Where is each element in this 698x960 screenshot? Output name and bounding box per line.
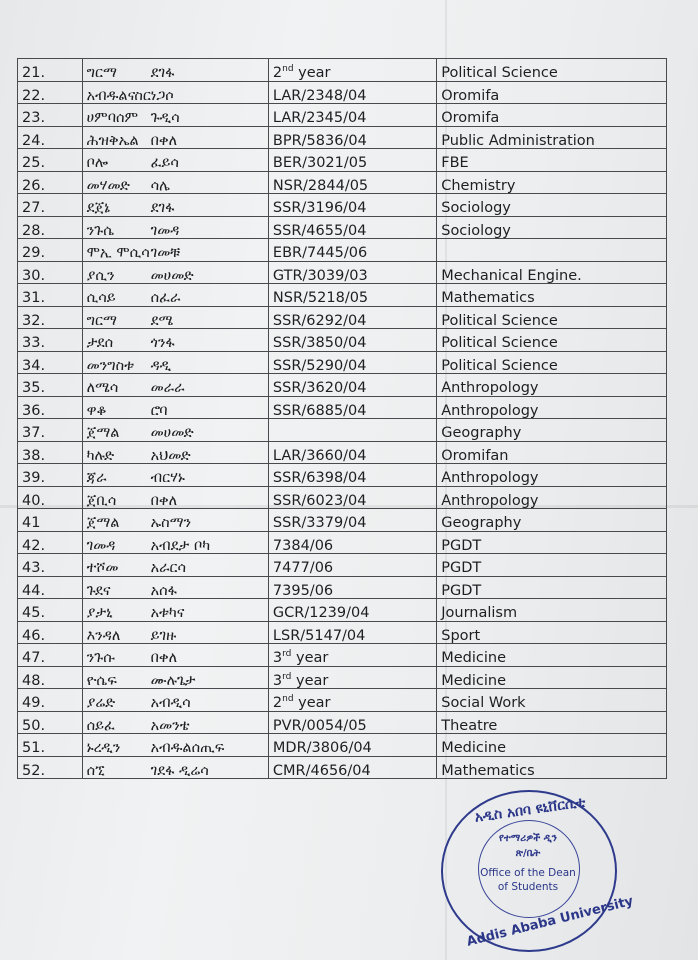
row-number: 21. (18, 59, 83, 82)
first-name: እንዳለ (86, 627, 121, 644)
first-name: ተሾመ (86, 560, 119, 576)
student-id: BER/3021/05 (268, 149, 436, 172)
father-name: ደሜ (150, 312, 174, 329)
department: Sport (437, 621, 667, 644)
table-row (18, 306, 667, 329)
table-row (18, 59, 667, 82)
student-name (82, 621, 268, 644)
first-name: ሰኚ (86, 762, 105, 779)
student-name (82, 441, 268, 464)
department: Mathematics (437, 284, 667, 307)
row-number: 41 (18, 509, 83, 532)
student-name (82, 104, 268, 127)
first-name: መሃመድ (86, 177, 130, 194)
student-name (82, 599, 268, 622)
student-id: SSR/3620/04 (268, 374, 436, 397)
department: Mechanical Engine. (437, 261, 667, 284)
row-number: 51. (18, 734, 83, 757)
student-id: SSR/4655/04 (268, 216, 436, 239)
row-number: 37. (18, 419, 83, 442)
student-name (82, 711, 268, 734)
table-row (18, 351, 667, 374)
department: Anthropology (437, 464, 667, 487)
student-id: SSR/3850/04 (268, 329, 436, 352)
row-number: 32. (18, 306, 83, 329)
first-name: ጀማል (86, 515, 120, 531)
department: Chemistry (437, 171, 667, 194)
first-name: ንጉሱ (86, 650, 115, 666)
row-number: 52. (18, 756, 83, 779)
stamp-amharic-office-2: ጽ/ቤት (515, 848, 541, 859)
table-row (18, 576, 667, 599)
student-id: 7384/06 (268, 531, 436, 554)
student-name (82, 194, 268, 217)
father-name: ፈይሳ (150, 155, 179, 171)
father-name: አመንቴ (150, 717, 190, 734)
student-id: SSR/3379/04 (268, 509, 436, 532)
department: Geography (437, 419, 667, 442)
first-name: አብዱልናስር (86, 87, 151, 104)
row-number: 36. (18, 396, 83, 419)
father-name: ጎንፋ (150, 335, 175, 351)
father-name: አብዲሳ (150, 695, 191, 711)
row-number: 31. (18, 284, 83, 307)
father-name: ደገፋ (150, 200, 175, 216)
father-name: ገመዳ (150, 222, 180, 239)
row-number: 39. (18, 464, 83, 487)
student-id: SSR/6885/04 (268, 396, 436, 419)
table-row (18, 666, 667, 689)
table-row (18, 81, 667, 104)
student-name (82, 126, 268, 149)
row-number: 38. (18, 441, 83, 464)
table-row (18, 711, 667, 734)
stamp-office-line-2: of Students (497, 881, 559, 893)
student-name (82, 306, 268, 329)
student-id: LAR/2345/04 (268, 104, 436, 127)
first-name: ዋቆ (86, 402, 107, 419)
first-name: ሕዝቅኤል (86, 132, 139, 149)
department: Political Science (437, 351, 667, 374)
table-row (18, 126, 667, 149)
first-name: ግርማ (86, 65, 117, 81)
father-name: መራራ (150, 380, 185, 396)
student-name (82, 171, 268, 194)
first-name: ያሲን (86, 267, 115, 284)
table-row (18, 171, 667, 194)
student-id: 7395/06 (268, 576, 436, 599)
department: Oromifa (437, 81, 667, 104)
first-name: ዮሴፍ (86, 672, 117, 689)
stamp-office-line-1: Office of the Dean (480, 867, 576, 879)
table-row (18, 599, 667, 622)
first-name: ሀምባሰም (86, 110, 139, 126)
table-row (18, 644, 667, 667)
first-name: ሰይፈ (86, 717, 115, 734)
row-number: 40. (18, 486, 83, 509)
department: Anthropology (437, 396, 667, 419)
student-name (82, 239, 268, 262)
father-name: በቀለ (150, 492, 178, 509)
department: Political Science (437, 59, 667, 82)
table-row (18, 149, 667, 172)
year-word: year (291, 650, 329, 666)
student-id: CMR/4656/04 (268, 756, 436, 779)
department: Geography (437, 509, 667, 532)
department: Sociology (437, 194, 667, 217)
row-number: 24. (18, 126, 83, 149)
table-row (18, 194, 667, 217)
department: Mathematics (437, 756, 667, 779)
student-id (268, 419, 436, 442)
department: Political Science (437, 306, 667, 329)
student-id: LSR/5147/04 (268, 621, 436, 644)
student-id: 7477/06 (268, 554, 436, 577)
first-name: ሞኢ ሞሲሳ (86, 245, 150, 261)
first-name: ካሉድ (86, 447, 115, 464)
father-name: በቀለ (150, 650, 178, 666)
first-name: ንጉሴ (86, 222, 115, 239)
row-number: 35. (18, 374, 83, 397)
row-number: 46. (18, 621, 83, 644)
department: Social Work (437, 689, 667, 712)
row-number: 30. (18, 261, 83, 284)
first-name: ጀቢሳ (86, 492, 117, 509)
father-name: ገደፋ ዲሬሳ (150, 762, 209, 779)
department: Public Administration (437, 126, 667, 149)
year-word: year (293, 65, 331, 81)
year-number: 2 (272, 65, 283, 81)
row-number: 44. (18, 576, 83, 599)
department: Journalism (437, 599, 667, 622)
year-ordinal: rd (282, 671, 292, 682)
student-name (82, 216, 268, 239)
student-name (82, 396, 268, 419)
table-row (18, 441, 667, 464)
student-name (82, 509, 268, 532)
stamp-amharic-university: አዲስ አበባ ዩኒቨርሲቲ (473, 794, 587, 826)
first-name: ገመዳ (86, 537, 116, 554)
father-name: ዳዲ (150, 357, 172, 374)
table-row (18, 216, 667, 239)
department: FBE (437, 149, 667, 172)
first-name: ያታኒ (86, 605, 113, 621)
row-number: 49. (18, 689, 83, 712)
student-id: GCR/1239/04 (268, 599, 436, 622)
father-name: ሰፈራ (150, 290, 181, 306)
father-name: አህመድ (150, 447, 191, 464)
year-word: year (293, 695, 331, 711)
first-name: መንግስቱ (86, 357, 134, 374)
student-name (82, 374, 268, 397)
student-id: SSR/3196/04 (268, 194, 436, 217)
table-row (18, 329, 667, 352)
row-number: 26. (18, 171, 83, 194)
student-id: EBR/7445/06 (268, 239, 436, 262)
student-id: SSR/6292/04 (268, 306, 436, 329)
student-id: SSR/5290/04 (268, 351, 436, 374)
table-row (18, 756, 667, 779)
student-id: BPR/5836/04 (268, 126, 436, 149)
department: PGDT (437, 531, 667, 554)
student-id: PVR/0054/05 (268, 711, 436, 734)
stamp-amharic-office: የተማሪዎች ዲን (499, 833, 557, 844)
table-row (18, 284, 667, 307)
department: PGDT (437, 554, 667, 577)
first-name: ያሬድ (86, 695, 116, 711)
student-id: LAR/2348/04 (268, 81, 436, 104)
student-id (268, 689, 436, 712)
year-ordinal: rd (282, 649, 292, 660)
first-name: ኑረዲን (86, 740, 121, 756)
student-name (82, 329, 268, 352)
student-name (82, 756, 268, 779)
year-number: 3 (272, 672, 283, 689)
table-row (18, 374, 667, 397)
department: Oromifan (437, 441, 667, 464)
department: Oromifa (437, 104, 667, 127)
row-number: 22. (18, 81, 83, 104)
student-id: SSR/6023/04 (268, 486, 436, 509)
father-name: አራርሳ (150, 560, 187, 576)
student-id: LAR/3660/04 (268, 441, 436, 464)
student-id: NSR/5218/05 (268, 284, 436, 307)
year-word: year (291, 672, 329, 689)
table-row (18, 689, 667, 712)
father-name: ሙሉጌታ (150, 672, 196, 689)
table-row (18, 419, 667, 442)
student-name (82, 486, 268, 509)
father-name: ሳሌ (150, 177, 170, 194)
table-row (18, 621, 667, 644)
student-name (82, 554, 268, 577)
first-name: ደጀኔ (86, 200, 110, 216)
table-row (18, 104, 667, 127)
father-name: ብርሃኑ (150, 470, 185, 486)
student-name (82, 149, 268, 172)
table-row (18, 239, 667, 262)
father-name: መሀመድ (150, 425, 194, 441)
year-ordinal: nd (282, 694, 294, 705)
table-row (18, 486, 667, 509)
year-number: 3 (272, 650, 283, 666)
student-name (82, 81, 268, 104)
department: Theatre (437, 711, 667, 734)
father-name: ደገፋ (150, 65, 175, 81)
student-name (82, 689, 268, 712)
first-name: ጉደና (86, 582, 111, 599)
row-number: 48. (18, 666, 83, 689)
department: Anthropology (437, 374, 667, 397)
row-number: 47. (18, 644, 83, 667)
student-id: GTR/3039/03 (268, 261, 436, 284)
student-id: MDR/3806/04 (268, 734, 436, 757)
student-name (82, 419, 268, 442)
department (437, 239, 667, 262)
department: Political Science (437, 329, 667, 352)
department: Medicine (437, 666, 667, 689)
department: Sociology (437, 216, 667, 239)
student-name (82, 464, 268, 487)
first-name: ሲሳይ (86, 290, 116, 306)
father-name: ሮባ (150, 402, 168, 419)
row-number: 27. (18, 194, 83, 217)
department: Medicine (437, 734, 667, 757)
table-row (18, 261, 667, 284)
father-name: አቱካና (150, 605, 185, 621)
row-number: 43. (18, 554, 83, 577)
student-id (268, 666, 436, 689)
row-number: 25. (18, 149, 83, 172)
table-row (18, 531, 667, 554)
row-number: 45. (18, 599, 83, 622)
father-name: መሀመድ (150, 267, 194, 284)
father-name: አብደታ ቦካ (150, 537, 211, 554)
student-name (82, 666, 268, 689)
student-name (82, 531, 268, 554)
father-name: ይገዙ (150, 627, 177, 644)
table-row (18, 734, 667, 757)
student-table (17, 58, 667, 779)
year-ordinal: nd (282, 64, 294, 75)
table-row (18, 554, 667, 577)
table-row (18, 509, 667, 532)
year-number: 2 (272, 695, 283, 711)
student-name (82, 261, 268, 284)
first-name: ለሜሳ (86, 380, 119, 396)
student-name (82, 734, 268, 757)
father-name: አብዱልሰጢፍ (150, 740, 225, 756)
student-name (82, 644, 268, 667)
first-name: ቦሎ (86, 155, 109, 171)
student-name (82, 284, 268, 307)
father-name: ገመቹ (150, 245, 181, 261)
father-name: ጉዲሳ (150, 110, 180, 126)
row-number: 33. (18, 329, 83, 352)
department: Anthropology (437, 486, 667, 509)
student-id: NSR/2844/05 (268, 171, 436, 194)
row-number: 42. (18, 531, 83, 554)
row-number: 34. (18, 351, 83, 374)
first-name: ጀማል (86, 425, 120, 441)
student-name (82, 59, 268, 82)
student-rows (18, 59, 667, 779)
row-number: 29. (18, 239, 83, 262)
table-row (18, 396, 667, 419)
first-name: ግርማ (86, 312, 117, 329)
student-name (82, 576, 268, 599)
row-number: 50. (18, 711, 83, 734)
father-name: በቀለ (150, 132, 178, 149)
department: Medicine (437, 644, 667, 667)
student-id (268, 59, 436, 82)
father-name: ኡስማን (150, 515, 192, 531)
department: PGDT (437, 576, 667, 599)
stamp-university-name: Addis Ababa University (465, 893, 635, 950)
father-name: ነጋሶ (150, 87, 174, 104)
table-row (18, 464, 667, 487)
student-id (268, 644, 436, 667)
student-id: SSR/6398/04 (268, 464, 436, 487)
first-name: ጃራ (86, 470, 107, 486)
row-number: 23. (18, 104, 83, 127)
first-name: ታደሰ (86, 335, 114, 351)
father-name: አሰፋ (150, 582, 177, 599)
row-number: 28. (18, 216, 83, 239)
student-name (82, 351, 268, 374)
